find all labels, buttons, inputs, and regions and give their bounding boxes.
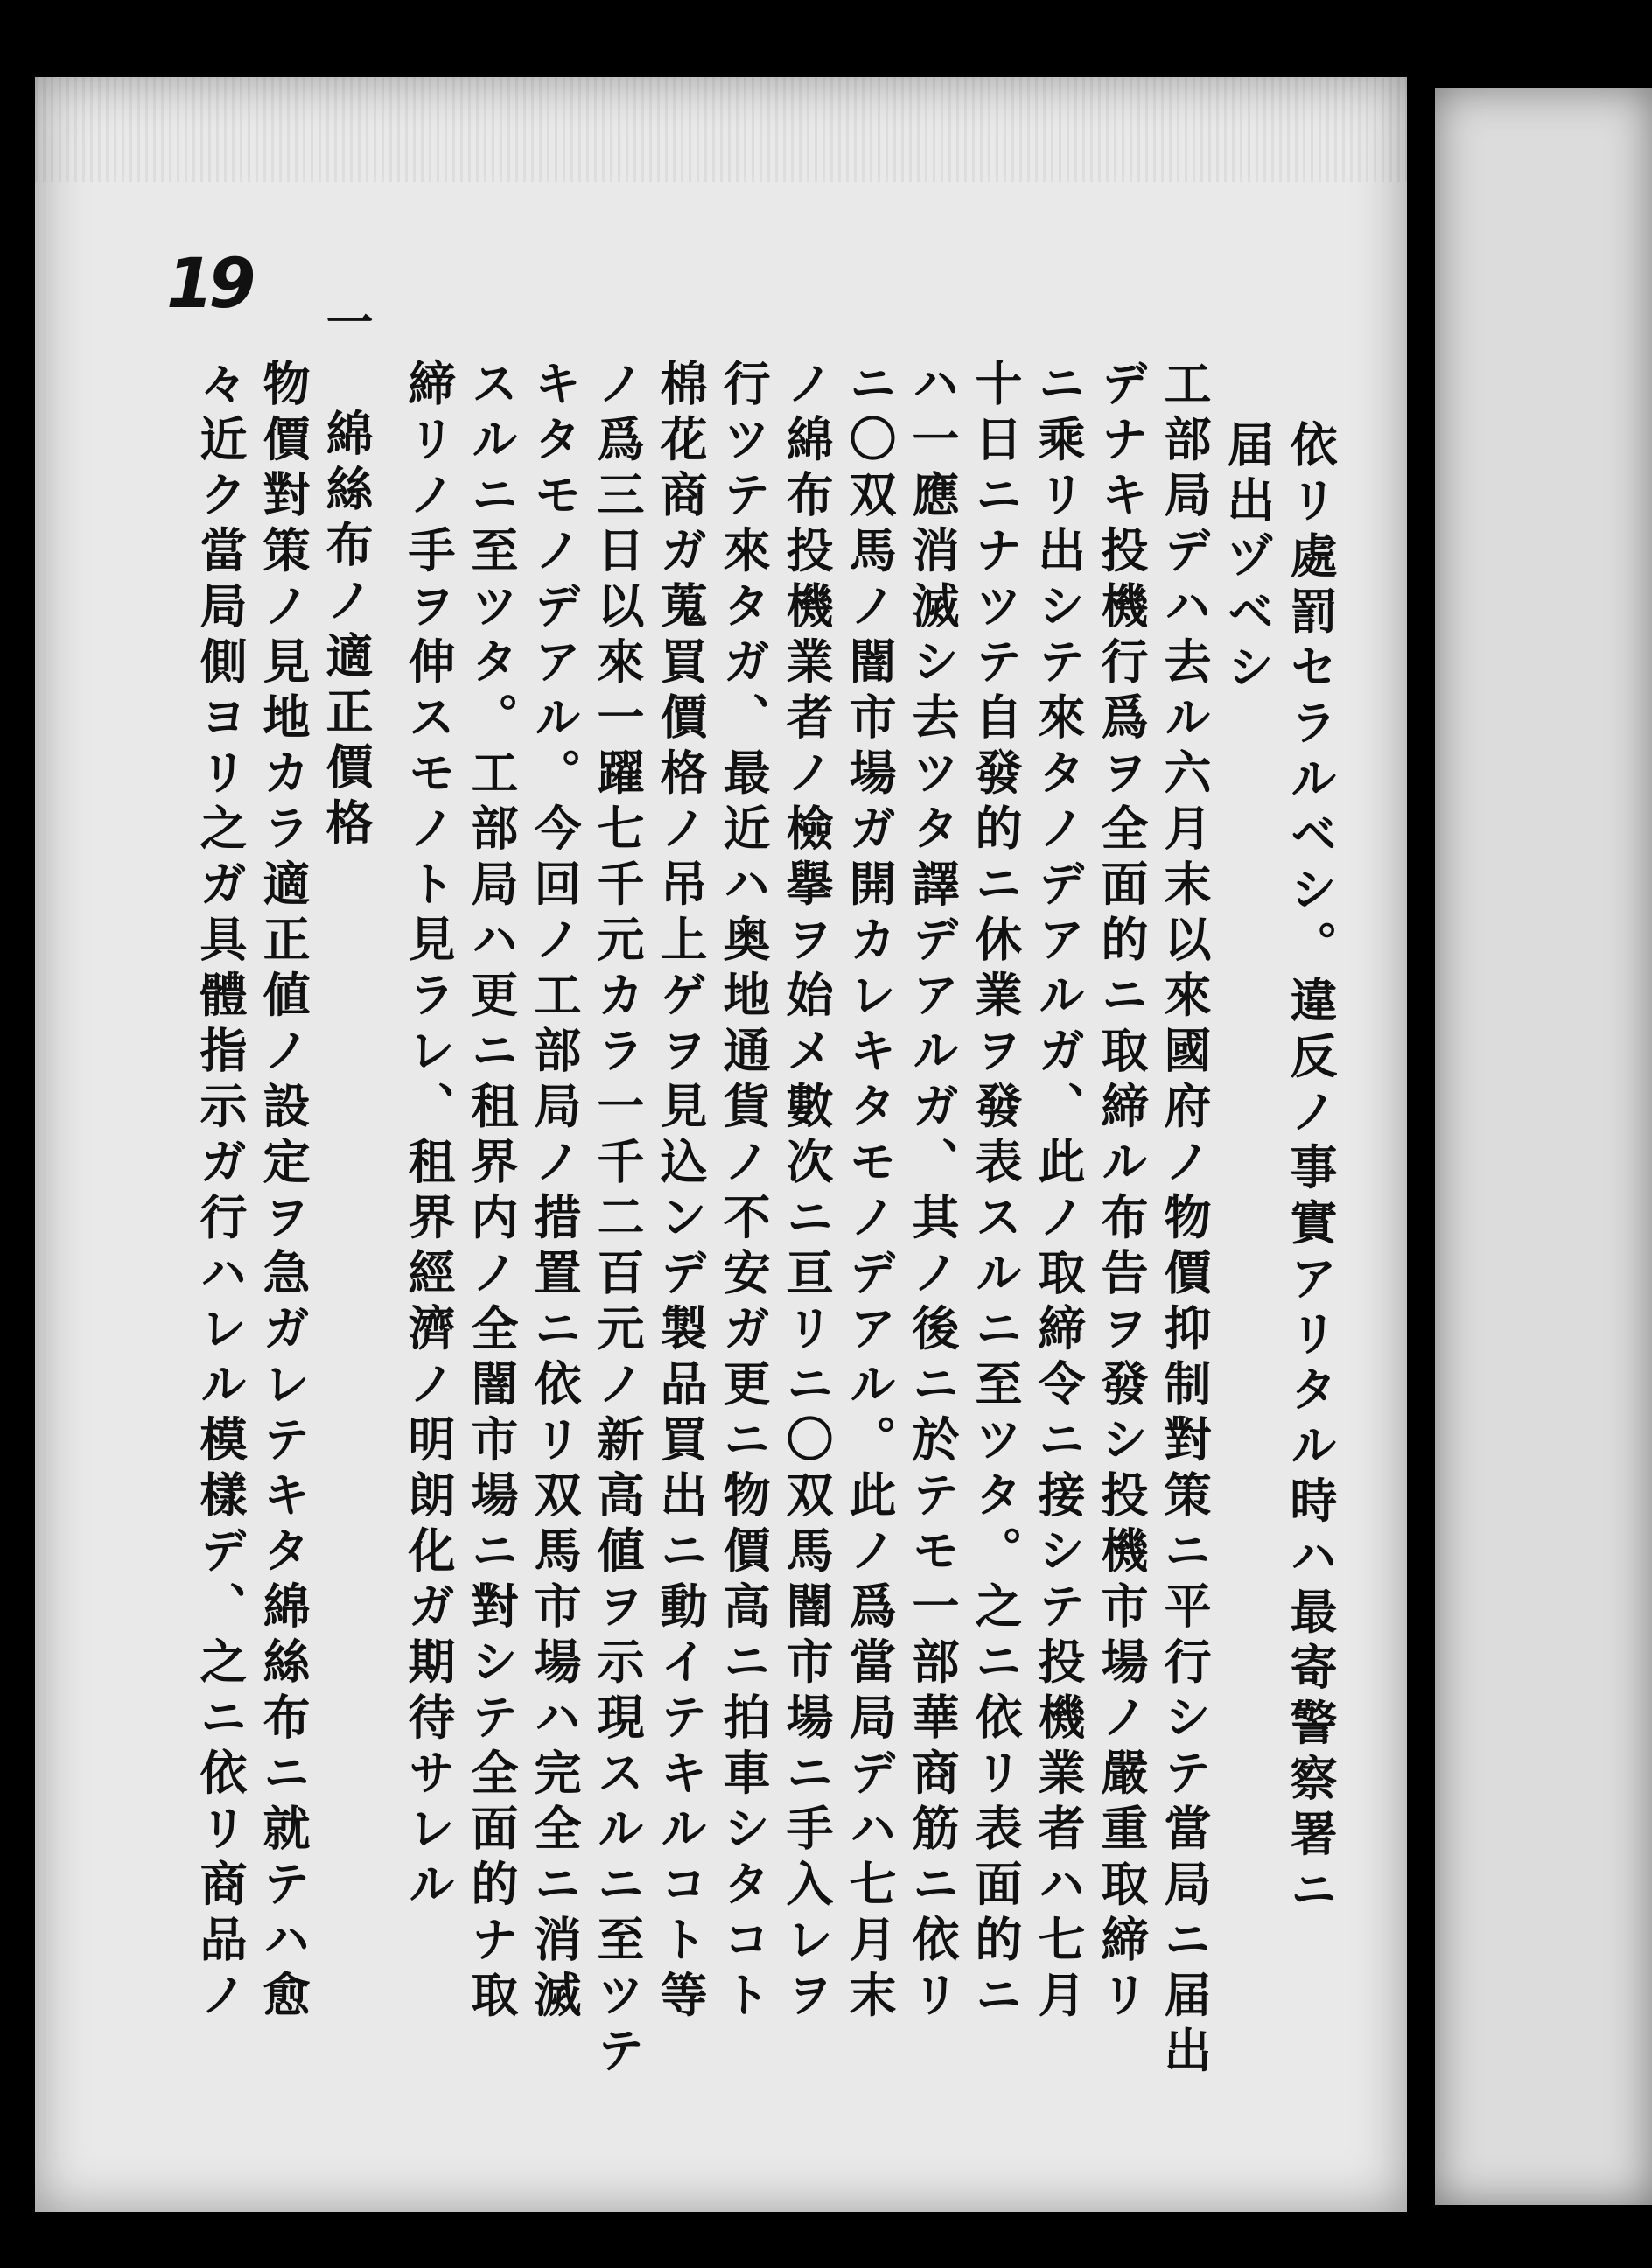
text-column: 十日ニナツテ自發的ニ休業ヲ發表スルニ至ツタ。之ニ依リ表面的ニ <box>968 359 1024 2026</box>
text-column: デナキ投機行爲ヲ全面的ニ取締ル布告ヲ發シ投機市場ノ嚴重取締リ <box>1094 359 1150 2026</box>
text-column: 工部局デハ去ル六月末以來國府ノ物價抑制對策ニ平行シテ當局ニ届出 <box>1157 359 1213 2082</box>
page-number: 19 <box>166 245 251 324</box>
text-column: ノ爲三日以來一躍七千元カラ一千二百元ノ新高値ヲ示現スルニ至ツテ <box>590 359 646 2082</box>
text-column: 々近ク當局側ヨリ之ガ具體指示ガ行ハレル模樣デ、之ニ依リ商品ノ <box>192 359 248 2026</box>
text-column: ハ一應消滅シ去ツタ譯デアルガ、其ノ後ニ於テモ一部華商筋ニ依リ <box>905 359 961 2026</box>
text-column: 依リ處罰セラルベシ。違反ノ事實アリタル時ハ最寄警察署ニ <box>1283 420 1339 1921</box>
text-column: 棉花商ガ蒐買價格ノ吊上ゲヲ見込ンデ製品買出ニ動イテキルコト等 <box>653 359 709 2026</box>
text-column: ノ綿布投機業者ノ檢擧ヲ始メ數次ニ亘リニ〇双馬闇市場ニ手入レヲ <box>779 359 835 2026</box>
section-heading: 一 綿絲布ノ適正價格 <box>318 298 374 853</box>
text-column: ニ〇双馬ノ闇市場ガ開カレキタモノデアル。此ノ爲當局デハ七月末 <box>842 359 898 2026</box>
text-column: 物價對策ノ見地カラ適正値ノ設定ヲ急ガレテキタ綿絲布ニ就テハ愈 <box>256 359 312 2026</box>
text-column: スルニ至ツタ。工部局ハ更ニ租界内ノ全闇市場ニ對シテ全面的ナ取 <box>464 359 520 2026</box>
adjacent-page-edge <box>1435 88 1652 2205</box>
text-column: 締リノ手ヲ伸スモノト見ラレ、租界經濟ノ明朗化ガ期待サレル <box>401 359 457 1914</box>
text-column: 行ツテ來タガ、最近ハ奥地通貨ノ不安ガ更ニ物價高ニ拍車シタコト <box>716 359 772 2026</box>
text-column: キタモノデアル。今回ノ工部局ノ措置ニ依リ双馬市場ハ完全ニ消滅 <box>527 359 583 2026</box>
text-column: ニ乘リ出シテ來タノデアルガ、此ノ取締令ニ接シテ投機業者ハ七月 <box>1031 359 1087 2026</box>
text-column: 届出ヅベシ <box>1220 420 1276 698</box>
